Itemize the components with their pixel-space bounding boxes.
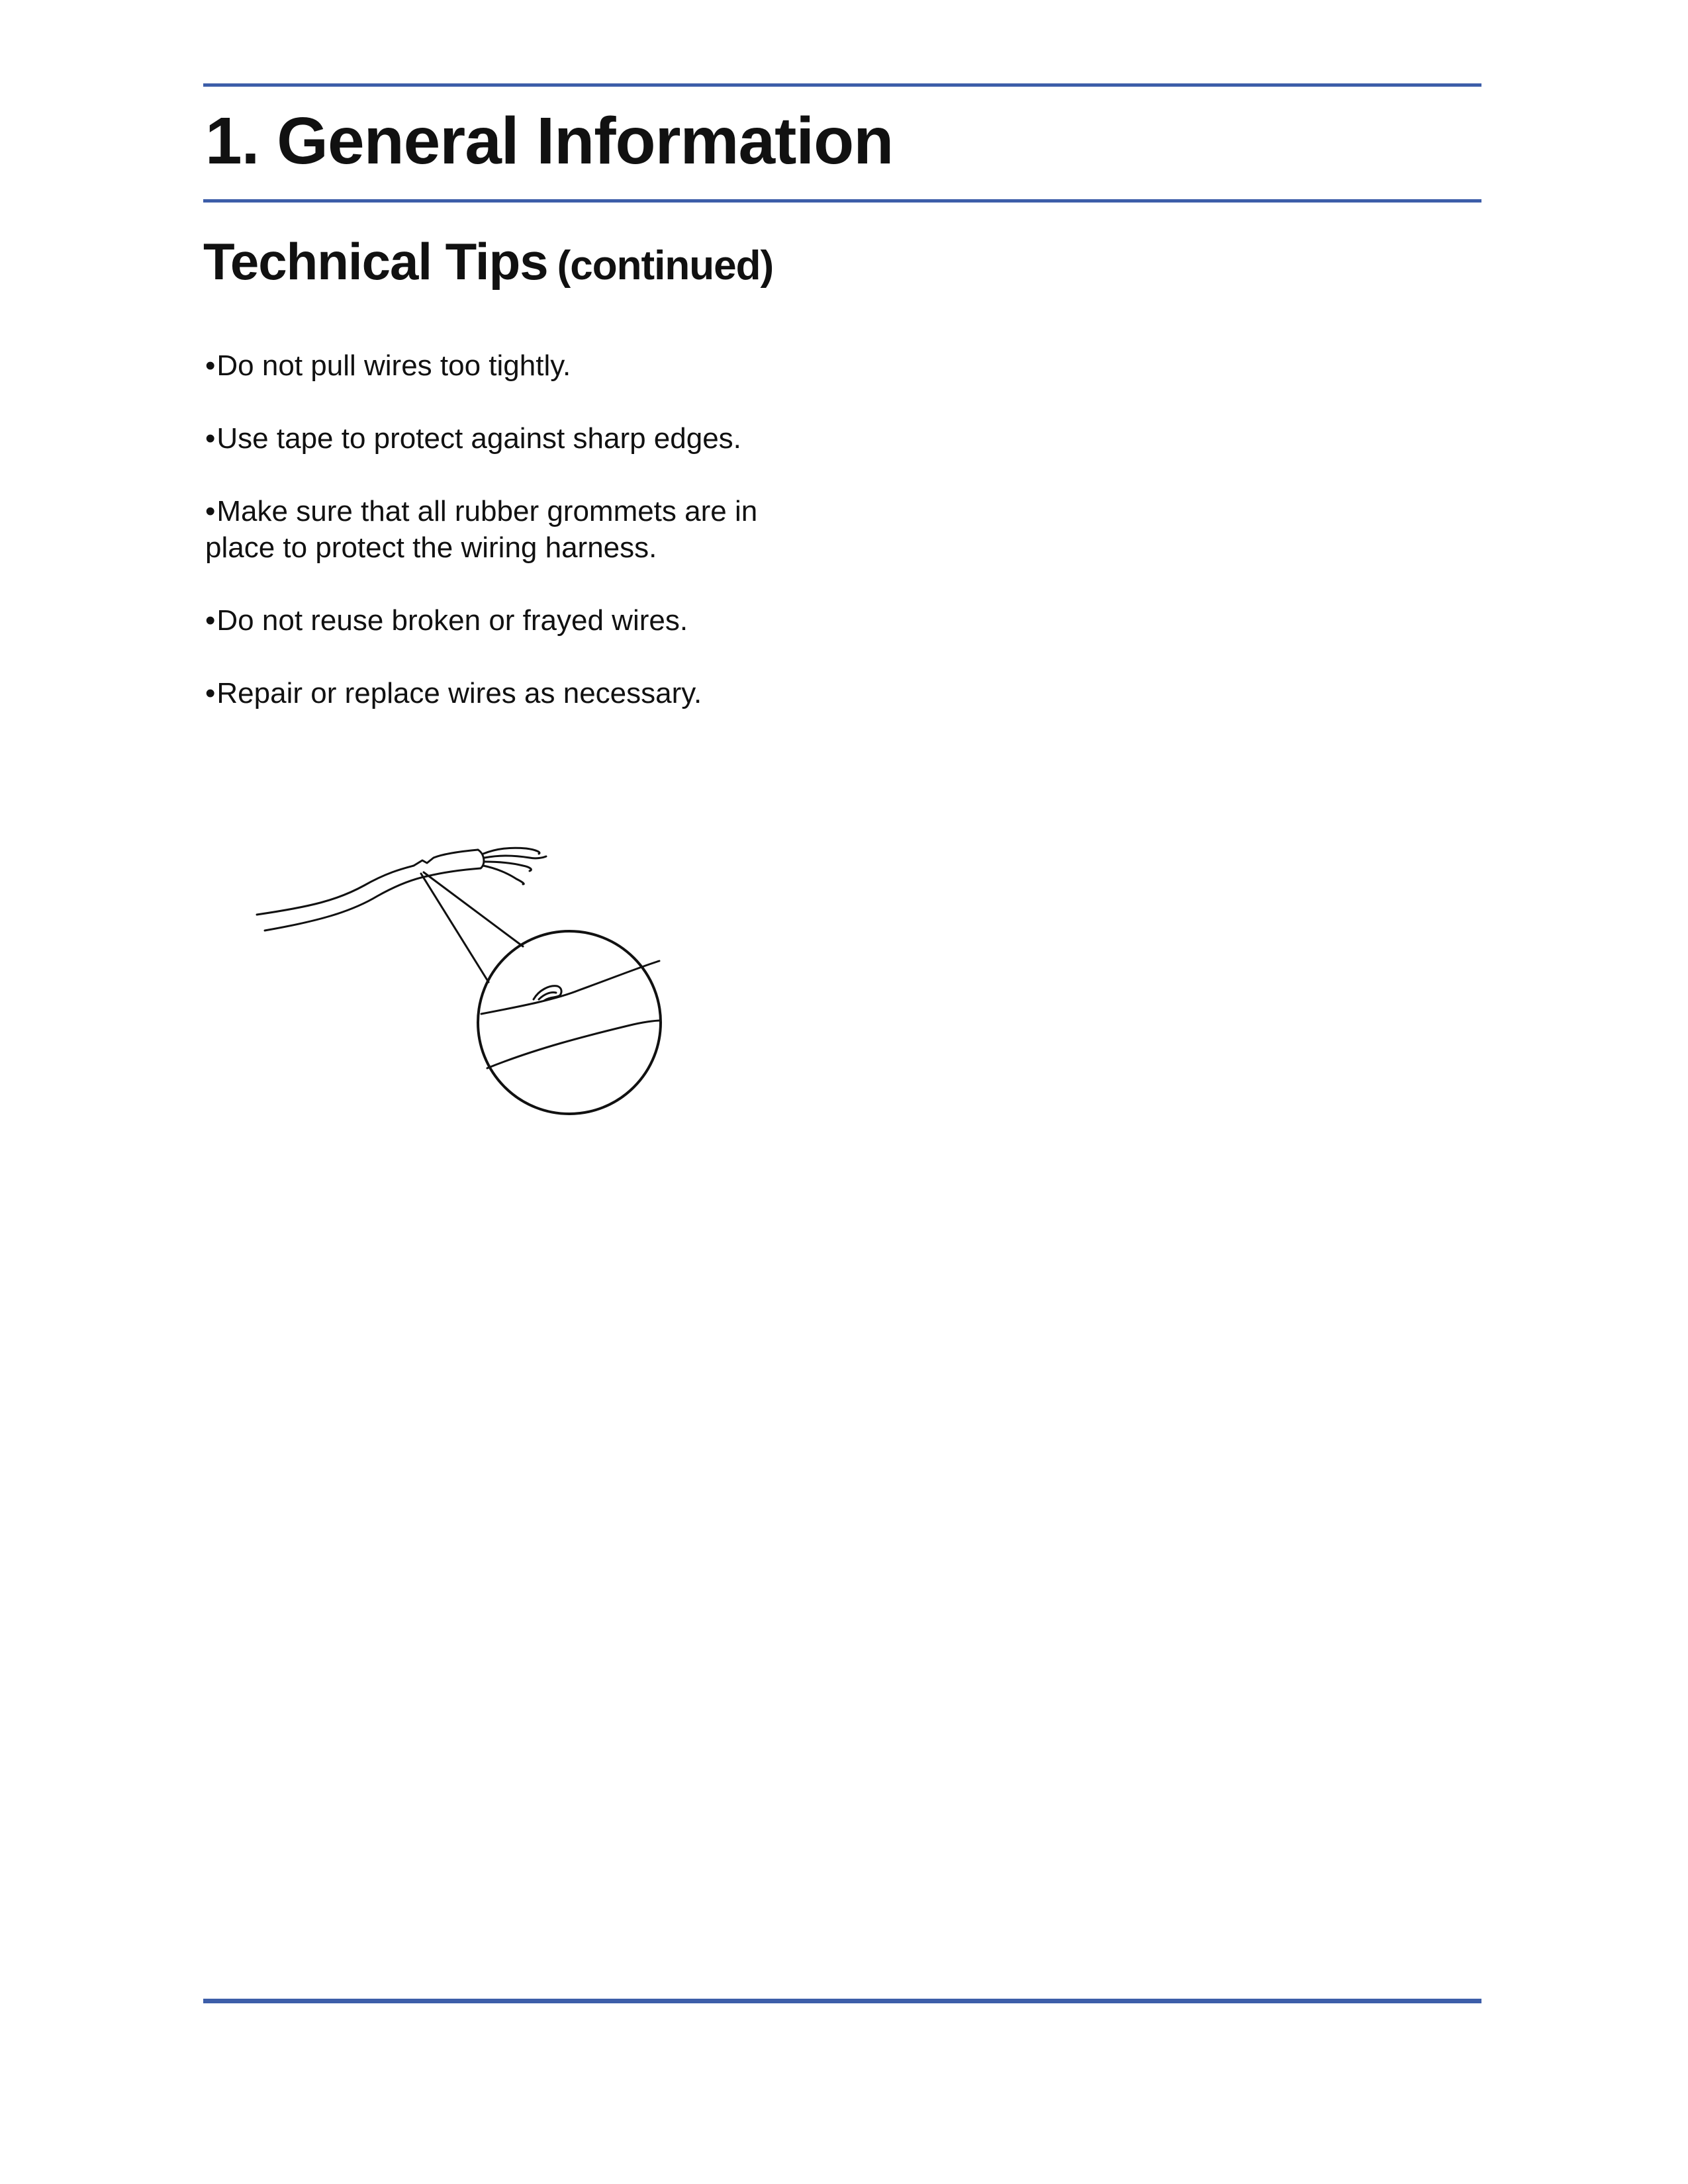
chapter-title: 1. General Information	[205, 104, 894, 178]
strand-2	[485, 856, 546, 858]
tip-text: Use tape to protect against sharp edges.	[216, 422, 741, 455]
magnified-lower-edge	[487, 1021, 661, 1068]
bullet-icon: •	[205, 349, 216, 382]
tip-item	[205, 493, 801, 566]
strand-1	[483, 848, 539, 854]
tips-list	[205, 347, 801, 748]
header-top-rule	[203, 83, 1481, 87]
tip-text: Do not pull wires too tightly.	[216, 349, 571, 382]
callout-line-left	[421, 874, 489, 982]
section-title-text: Technical Tips	[203, 232, 548, 291]
header-bottom-rule	[203, 199, 1481, 203]
strand-4	[483, 866, 524, 884]
tip-text: Make sure that all rubber grommets are in place to protect the wiring harness.	[205, 495, 758, 564]
tip-item	[205, 347, 801, 384]
callout-line-right	[424, 872, 523, 946]
bullet-icon: •	[205, 422, 216, 455]
bullet-icon: •	[205, 495, 216, 527]
bullet-icon: •	[205, 677, 216, 709]
magnified-upper-edge	[481, 961, 659, 1014]
cable-lower-edge	[265, 868, 481, 931]
magnifier-circle	[478, 931, 661, 1114]
tip-item	[205, 602, 801, 639]
frayed-wire-illustration	[245, 807, 695, 1138]
bullet-icon: •	[205, 604, 216, 637]
section-subtitle: (continued)	[557, 243, 774, 289]
tip-item	[205, 420, 801, 457]
tip-item	[205, 675, 801, 711]
section-title	[203, 232, 773, 296]
tip-text: Repair or replace wires as necessary.	[216, 677, 702, 709]
footer-rule	[203, 1999, 1481, 2003]
tip-text: Do not reuse broken or frayed wires.	[216, 604, 688, 637]
cable-upper-edge	[257, 850, 478, 915]
strand-3	[485, 862, 531, 871]
